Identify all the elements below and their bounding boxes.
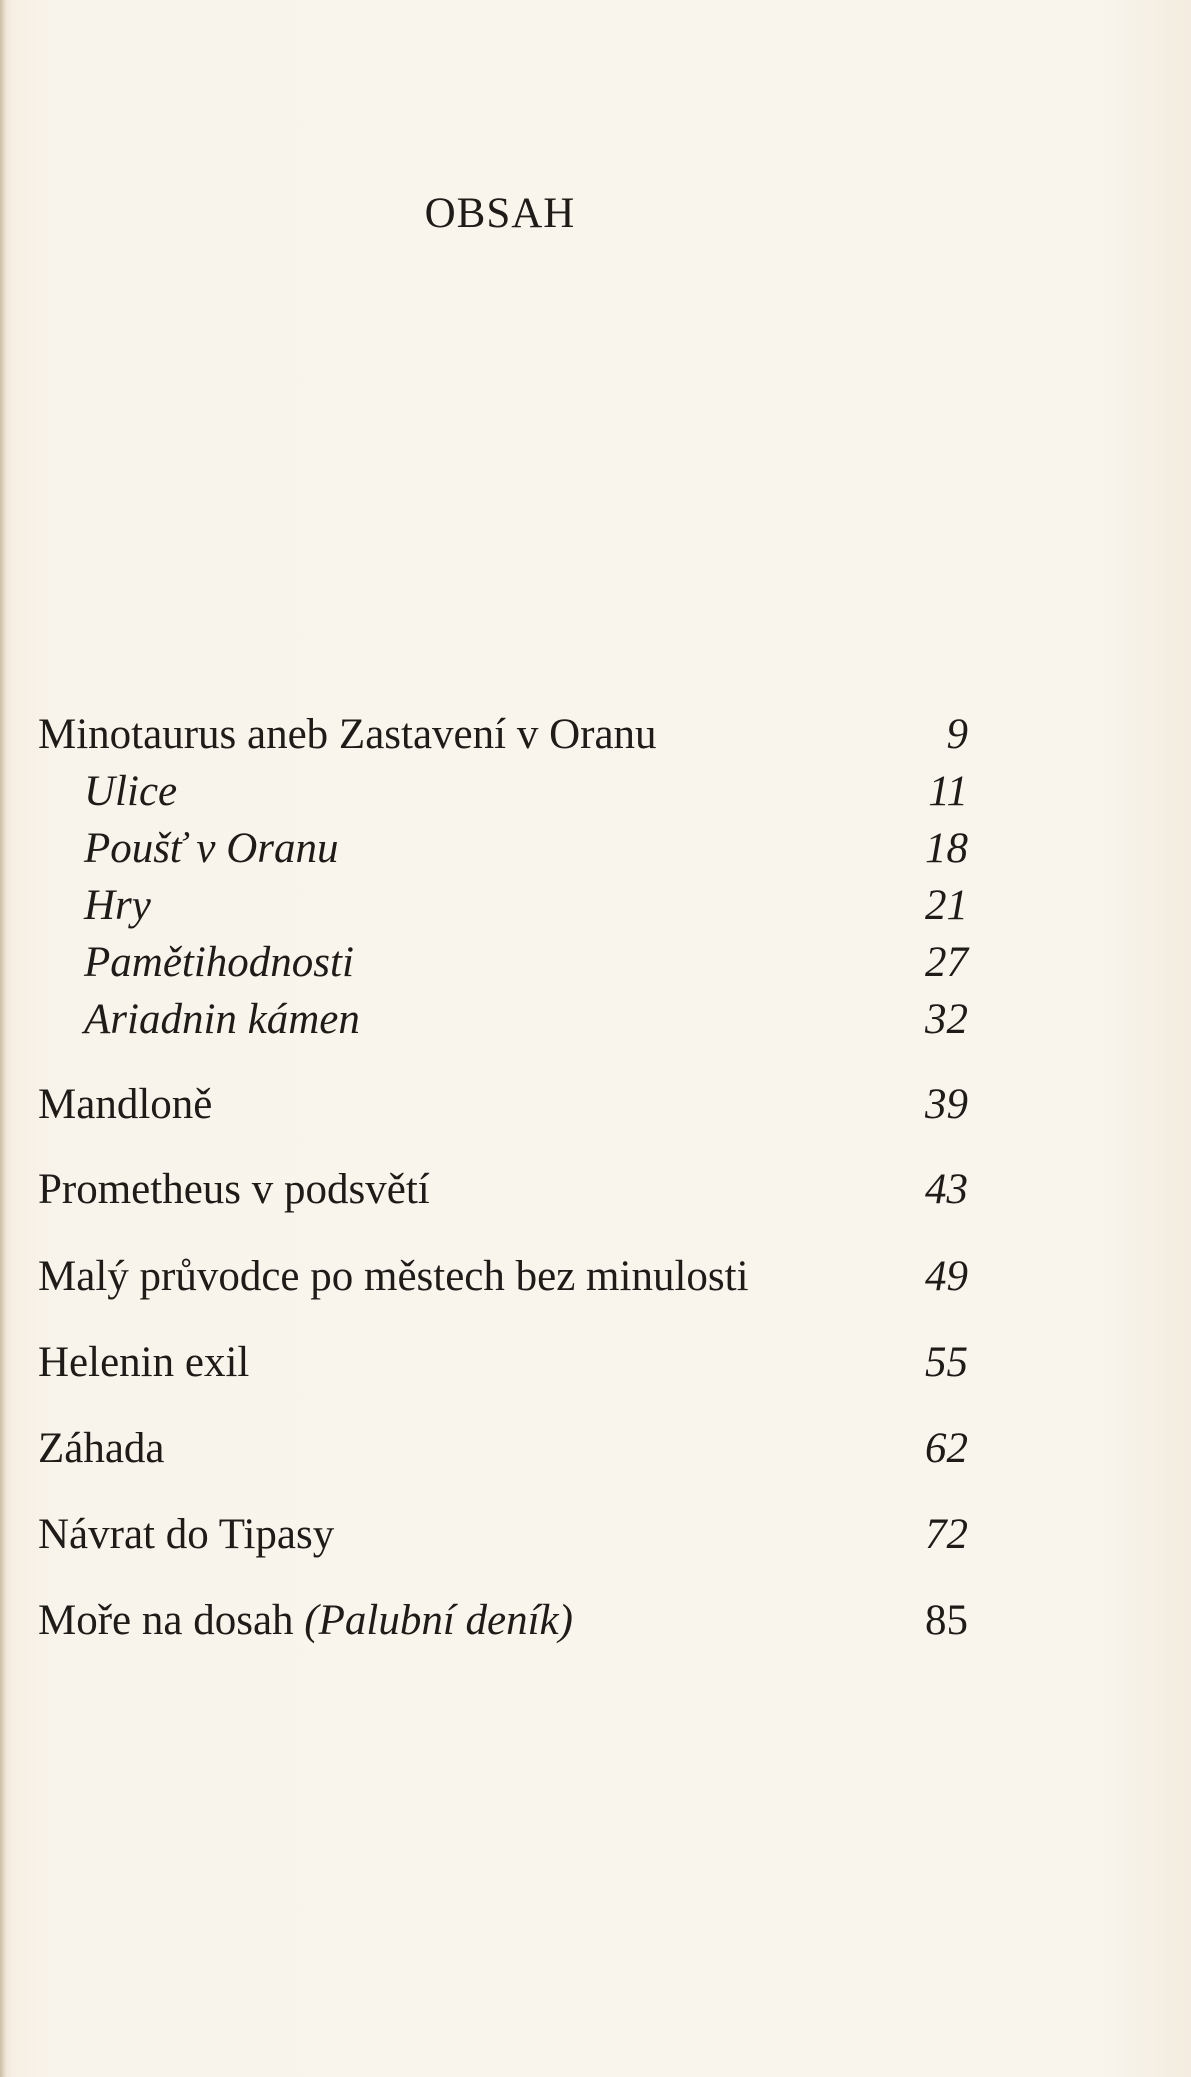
toc-entry-page: 39 [925, 1081, 968, 1128]
toc-entry [38, 1510, 968, 1560]
toc-entry [38, 1596, 968, 1646]
toc-subentry-page: 11 [928, 768, 968, 815]
toc-entry-page: 85 [925, 1597, 968, 1644]
toc-subentry-page: 21 [925, 882, 968, 929]
toc-subentry [38, 824, 968, 874]
toc-entry [38, 1424, 968, 1474]
toc-entry [38, 1252, 968, 1302]
toc-subentry-title: Pamětihodnosti [84, 939, 354, 986]
toc-entry-title: Malý průvodce po městech bez minulosti [38, 1253, 749, 1300]
toc-subentry [38, 767, 968, 817]
toc-entry-title: Minotaurus aneb Zastavení v Oranu [38, 711, 657, 758]
toc-entry-page: 55 [925, 1339, 968, 1386]
toc-entry-title [38, 1596, 573, 1646]
toc-entry-page: 49 [925, 1253, 968, 1300]
toc-subentry-page: 32 [925, 996, 968, 1043]
toc-subentry [38, 881, 968, 931]
toc-entry [38, 710, 968, 760]
toc-subentry-page: 27 [925, 939, 968, 986]
toc-entry-page: 9 [946, 711, 968, 758]
toc-entry-title: Návrat do Tipasy [38, 1511, 335, 1558]
toc-entry-title: Záhada [38, 1425, 165, 1472]
toc-entry [38, 1165, 968, 1215]
toc-entry-page: 72 [925, 1511, 968, 1558]
toc-subentry-title: Hry [84, 882, 151, 929]
page-title: OBSAH [424, 190, 576, 237]
toc-subentry-title: Poušť v Oranu [84, 825, 339, 872]
toc-entry-title: Prometheus v podsvětí [38, 1166, 430, 1213]
toc-entry-page: 43 [925, 1166, 968, 1213]
toc-entry-title-main: Moře na dosah [38, 1597, 294, 1644]
toc-subentry [38, 938, 968, 988]
toc-entry-title-note: (Palubní deník) [304, 1597, 573, 1644]
toc-entry [38, 1080, 968, 1130]
toc-entry-title: Mandloně [38, 1081, 213, 1128]
toc-subentry-page: 18 [925, 825, 968, 872]
toc-entry [38, 1338, 968, 1388]
toc-entry-page: 62 [925, 1425, 968, 1472]
toc-subentry-title: Ariadnin kámen [84, 996, 360, 1043]
toc-entry-title: Helenin exil [38, 1339, 250, 1386]
toc-subentry-title: Ulice [84, 768, 178, 815]
page-binding-edge [0, 0, 6, 2077]
toc-subentry [38, 995, 968, 1045]
